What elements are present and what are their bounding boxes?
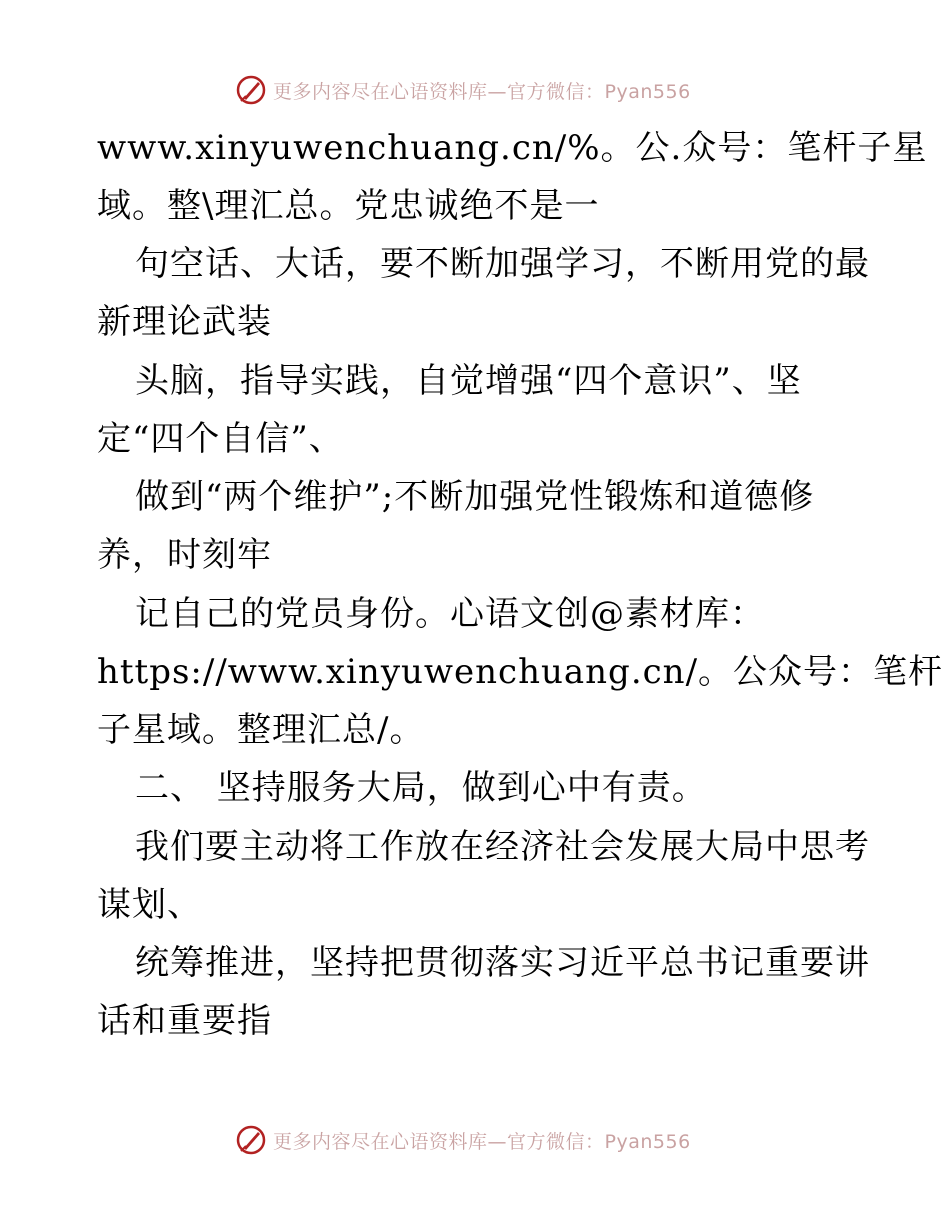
text-line: 子星域。整理汇总/。 [97, 710, 425, 750]
footer-watermark [0, 1120, 950, 1160]
text-line: 谋划、 [97, 885, 202, 925]
text-line: 养，时刻牢 [97, 535, 272, 575]
header-watermark [0, 70, 950, 110]
text-line: 我们要主动将工作放在经济社会发展大局中思考 [135, 827, 870, 867]
text-line: 记自己的党员身份。心语文创@素材库： [135, 594, 765, 634]
quill-pen-logo-icon [235, 1124, 267, 1156]
text-line: 定“四个自信”、 [97, 419, 344, 459]
text-line: 句空话、大话，要不断加强学习，不断用党的最 [135, 244, 870, 284]
text-line: 统筹推进，坚持把贯彻落实习近平总书记重要讲 [135, 943, 870, 983]
section-heading: 二、 坚持服务大局，做到心中有责。 [135, 768, 707, 808]
header-watermark-text: 更多内容尽在心语资料库—官方微信：Pyan556 [273, 80, 691, 103]
text-line: 头脑，指导实践，自觉增强“四个意识”、坚 [135, 361, 802, 401]
text-line: www.xinyuwenchuang.cn/%。公.众号：笔杆子星 [97, 128, 928, 168]
footer-watermark-text: 更多内容尽在心语资料库—官方微信：Pyan556 [273, 1130, 691, 1153]
text-line: 域。整\理汇总。党忠诚绝不是一 [97, 186, 600, 226]
quill-pen-logo-icon [235, 74, 267, 106]
text-line: 做到“两个维护”;不断加强党性锻炼和道德修 [135, 477, 815, 517]
text-line: 话和重要指 [97, 1001, 272, 1041]
text-line: 新理论武装 [97, 302, 272, 342]
text-line: https://www.xinyuwenchuang.cn/。公众号：笔杆 [97, 652, 944, 692]
